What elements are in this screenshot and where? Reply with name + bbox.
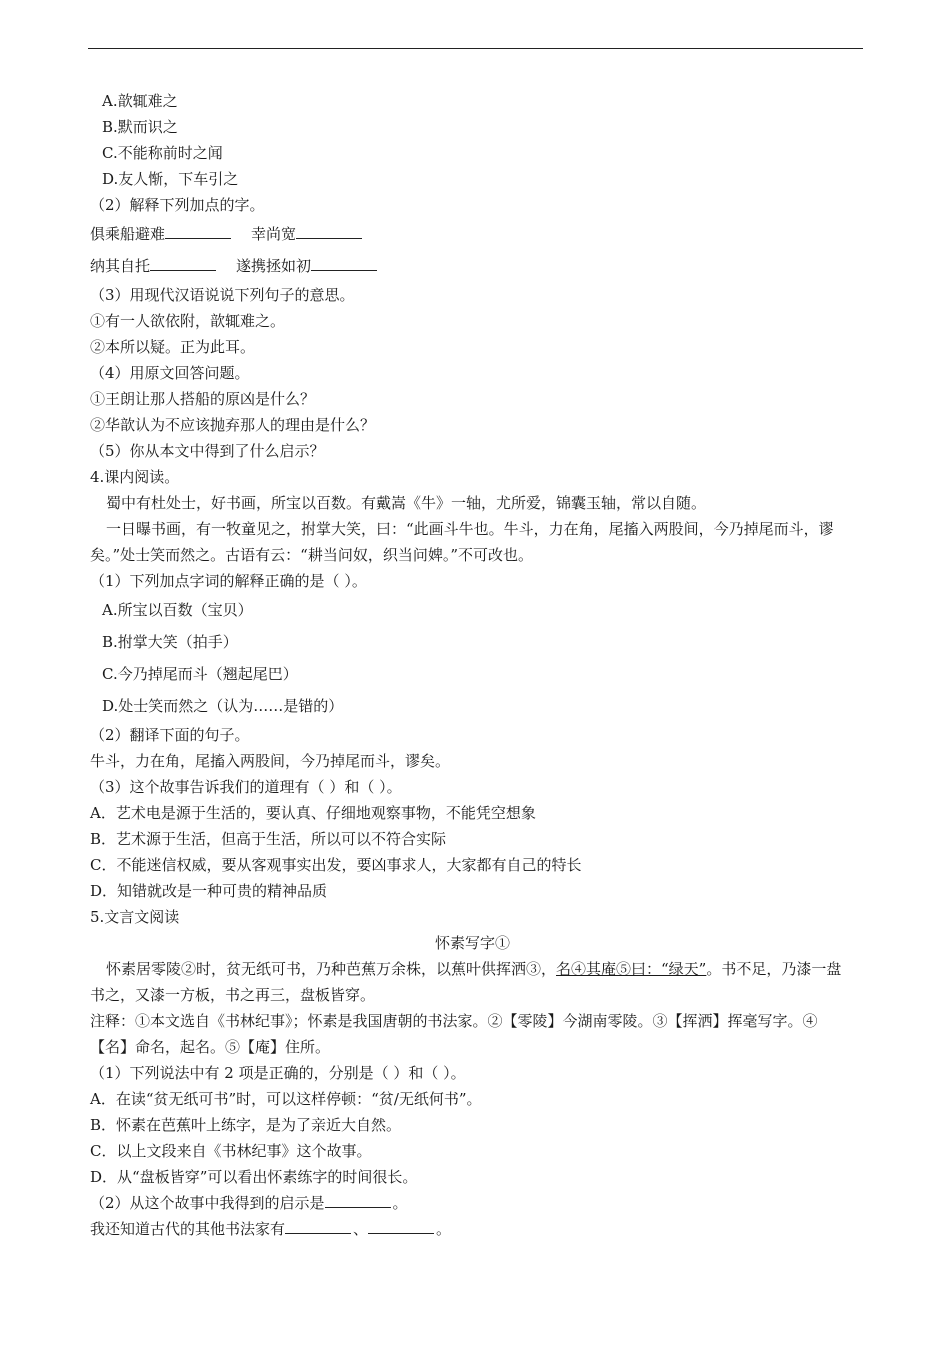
section-4-question-3: （3）这个故事告诉我们的道理有（ ）和（ ）。 bbox=[90, 778, 402, 796]
term-2: 幸尚宽 bbox=[251, 225, 297, 243]
section-4-option-a: A.所宝以百数（宝贝） bbox=[102, 601, 253, 619]
section-4-question-2: （2）翻译下面的句子。 bbox=[90, 726, 250, 744]
section-5-question-1: （1）下列说法中有 2 项是正确的，分别是（ ）和（ ）。 bbox=[90, 1064, 466, 1082]
question-3-2-heading: （2）解释下列加点的字。 bbox=[90, 196, 265, 214]
question-3-text: 我还知道古代的其他书法家有 bbox=[90, 1220, 286, 1238]
option-b: B.默而识之 bbox=[102, 118, 178, 136]
answer-blank[interactable] bbox=[325, 1191, 391, 1208]
section-4-passage-2: 一日曝书画，有一牧童见之，拊掌大笑，曰：“此画斗牛也。牛斗，力在角，尾搐入两股间，今乃掉尾而斗，谬矣。”处士笑而然之。古语有云：“耕当问奴，织当问婢。”不可改也。 bbox=[90, 520, 834, 564]
term-4: 遂携拯如初 bbox=[236, 257, 312, 275]
term-3: 纳其自托 bbox=[90, 257, 151, 275]
question-3-4-item-2: ②华歆认为不应该抛弃那人的理由是什么？ bbox=[90, 416, 376, 434]
question-3-3-item-1: ①有一人欲依附，歆辄难之。 bbox=[90, 312, 286, 330]
section-5-notes: 注释：①本文选自《书林纪事》；怀素是我国唐朝的书法家。②【零陵】今湖南零陵。③【挥洒】挥毫写字。④【名】命名，起名。⑤【庵】住所。 bbox=[90, 1012, 818, 1056]
section-4-choice-c: C．不能迷信权威，要从客观事实出发，要凶事求人，大家都有自己的特长 bbox=[90, 856, 582, 874]
section-4-title: 4.课内阅读。 bbox=[90, 468, 180, 486]
question-3-3-heading: （3）用现代汉语说说下列句子的意思。 bbox=[90, 286, 355, 304]
section-5-choice-b: B．怀素在芭蕉叶上练字，是为了亲近大自然。 bbox=[90, 1116, 402, 1134]
answer-blank[interactable] bbox=[285, 1217, 351, 1234]
passage-underlined: 名④其庵⑤曰：“绿天” bbox=[556, 960, 707, 978]
term-1: 俱乘船避难 bbox=[90, 225, 166, 243]
answer-blank[interactable] bbox=[165, 222, 231, 239]
section-4-passage-1: 蜀中有杜处士，好书画，所宝以百数。有戴嵩《牛》一轴，尤所爱，锦囊玉轴，常以自随。 bbox=[106, 494, 707, 512]
section-5-passage bbox=[90, 956, 855, 1008]
passage-start: 怀素居零陵②时，贫无纸可书，乃种芭蕉万余株，以蕉叶供挥洒③， bbox=[106, 960, 557, 978]
section-5-choice-a: A．在读“贫无纸可书”时，可以这样停顿：“贫/无纸何书”。 bbox=[90, 1090, 482, 1108]
question-2-text: （2）从这个故事中我得到的启示是 bbox=[90, 1194, 325, 1212]
option-a: A.歆辄难之 bbox=[102, 92, 178, 110]
section-5-question-2 bbox=[90, 1190, 855, 1216]
question-3-4-heading: （4）用原文回答问题。 bbox=[90, 364, 250, 382]
question-3-2-row-2 bbox=[90, 250, 855, 282]
answer-blank[interactable] bbox=[296, 222, 362, 239]
answer-blank[interactable] bbox=[311, 254, 377, 271]
question-3-2-row-1 bbox=[90, 218, 855, 250]
section-5-choice-c: C．以上文段来自《书林纪事》这个故事。 bbox=[90, 1142, 372, 1160]
answer-blank[interactable] bbox=[150, 254, 216, 271]
document-body bbox=[90, 88, 855, 1242]
section-4-sentence: 牛斗，力在角，尾搐入两股间，今乃掉尾而斗，谬矣。 bbox=[90, 752, 451, 770]
answer-blank[interactable] bbox=[368, 1217, 434, 1234]
section-4-choice-d: D．知错就改是一种可贵的精神品质 bbox=[90, 882, 328, 900]
header-rule bbox=[88, 48, 863, 49]
question-3-3-item-2: ②本所以疑。正为此耳。 bbox=[90, 338, 256, 356]
section-4-choice-b: B．艺术源于生活，但高于生活，所以可以不符合实际 bbox=[90, 830, 447, 848]
question-3-5: （5）你从本文中得到了什么启示？ bbox=[90, 442, 325, 460]
question-3-4-item-1: ①王朗让那人搭船的原凶是什么？ bbox=[90, 390, 316, 408]
question-3-end: 。 bbox=[436, 1220, 452, 1238]
section-4-option-b: B.拊掌大笑（拍手） bbox=[102, 633, 238, 651]
option-c: C.不能称前时之闻 bbox=[102, 144, 223, 162]
section-5-title: 5.文言文阅读 bbox=[90, 908, 180, 926]
section-4-question-1: （1）下列加点字词的解释正确的是（ ）。 bbox=[90, 572, 367, 590]
section-4-option-c: C.今乃掉尾而斗（翘起尾巴） bbox=[102, 665, 298, 683]
question-2-end: 。 bbox=[392, 1194, 408, 1212]
question-3-sep: 、 bbox=[353, 1220, 369, 1238]
option-d: D.友人惭，下车引之 bbox=[102, 170, 239, 188]
passage-end: 。书不足，乃漆一盘书之，又漆一方板，书之再三，盘板皆穿。 bbox=[90, 960, 842, 1004]
section-4-option-d: D.处士笑而然之（认为……是错的） bbox=[102, 697, 344, 715]
section-5-choice-d: D．从“盘板皆穿”可以看出怀素练字的时间很长。 bbox=[90, 1168, 418, 1186]
section-5-question-3 bbox=[90, 1216, 855, 1242]
passage-title: 怀素写字① bbox=[434, 934, 510, 952]
section-4-choice-a: A．艺术电是源于生活的，要认真、仔细地观察事物，不能凭空想象 bbox=[90, 804, 536, 822]
